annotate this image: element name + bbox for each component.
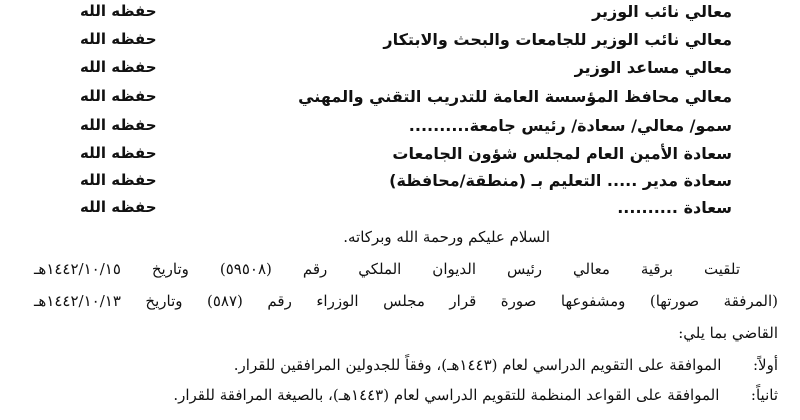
recipient-blessing: حفظه الله (80, 87, 157, 105)
recipient-name: سعادة .......... (617, 197, 732, 217)
recipient-name: سعادة الأمين العام لمجلس شؤون الجامعات (392, 143, 732, 163)
recipient-row (40, 53, 732, 81)
recipient-row (40, 166, 732, 194)
clause-label: ثانياً: (750, 386, 778, 404)
recipient-name: معالي محافظ المؤسسة العامة للتدريب التقني والمهني (298, 86, 732, 106)
recipient-row (40, 139, 732, 167)
recipient-name: سمو/ معالي/ سعادة/ رئيس جامعة.......... (408, 115, 732, 135)
clause-second (34, 386, 778, 404)
recipient-blessing: حفظه الله (80, 2, 157, 20)
recipient-row (40, 82, 732, 110)
recipient-blessing: حفظه الله (80, 198, 157, 216)
recipient-blessing: حفظه الله (80, 30, 157, 48)
recipient-row (40, 25, 732, 53)
recipient-blessing: حفظه الله (80, 58, 157, 76)
body-line: (المرفقة صورتها) ومشفوعها صورة قرار مجلس الوزراء رقم (٥٨٧) وتاريخ ١٤٤٢/١٠/١٣هـ (34, 292, 778, 310)
body-line: تلقيت برقية معالي رئيس الديوان الملكي رقم (٥٩٥٠٨) وتاريخ ١٤٤٢/١٠/١٥هـ (34, 260, 740, 278)
recipient-blessing: حفظه الله (80, 144, 157, 162)
clause-text: الموافقة على القواعد المنظمة للتقويم الدراسي لعام (١٤٤٣هـ)، بالصيغة المرافقة للقرار. (173, 386, 720, 404)
recipient-name: معالي نائب الوزير للجامعات والبحث والابتكار (383, 29, 732, 49)
clause-text: الموافقة على التقويم الدراسي لعام (١٤٤٣هـ)، وفقاً للجدولين المرافقين للقرار. (233, 356, 722, 374)
recipient-row (40, 0, 732, 25)
recipient-row (40, 193, 732, 221)
recipient-name: سعادة مدير ..... التعليم بـ (منطقة/محافظة) (389, 170, 732, 190)
greeting: السلام عليكم ورحمة الله وبركاته. (343, 228, 550, 246)
clause-label: أولاً: (752, 356, 778, 374)
recipient-blessing: حفظه الله (80, 116, 157, 134)
recipient-row (40, 111, 732, 139)
body-line: القاضي بما يلي: (678, 324, 778, 342)
recipient-name: معالي نائب الوزير (592, 1, 732, 21)
recipient-name: معالي مساعد الوزير (574, 57, 732, 77)
recipient-blessing: حفظه الله (80, 171, 157, 189)
clause-first (34, 356, 778, 374)
